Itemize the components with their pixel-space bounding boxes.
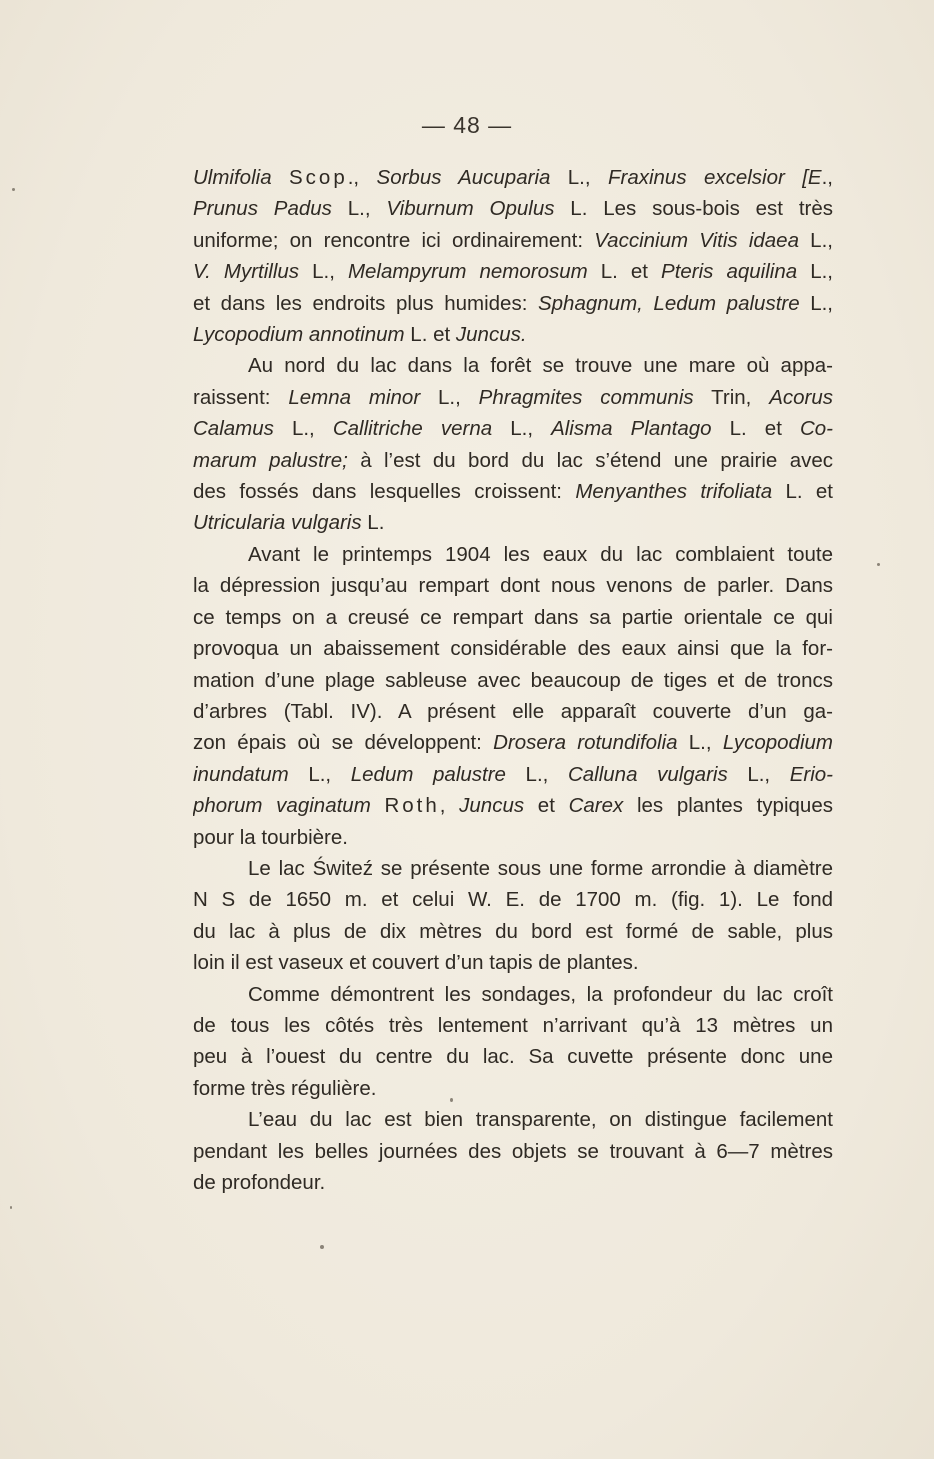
text-line [193, 947, 833, 978]
text-run: L. [361, 511, 385, 535]
text-run: ., [347, 166, 377, 189]
text-run: peu à l’ouest du centre du lac. Sa cuvette présente donc une [193, 1045, 833, 1069]
species-name: Co- [799, 417, 833, 441]
text-line [193, 759, 833, 790]
text-run: des fossés dans lesquelles croissent: [193, 480, 576, 504]
species-name: Juncus. [455, 323, 527, 347]
text-run: ce temps on a creusé ce rempart dans sa partie orientale ce qui [193, 605, 833, 629]
text-run: pour la tourbière. [193, 825, 348, 849]
text-run: les plantes typiques [623, 794, 833, 818]
text-line [193, 382, 833, 413]
text-line [193, 225, 833, 256]
text-line [193, 1136, 833, 1167]
author-name: Roth [384, 794, 440, 818]
text-run: L. et [711, 417, 800, 441]
text-run: L. Les sous-bois est très [554, 197, 833, 221]
species-name: Viburnum Opulus [386, 197, 555, 221]
text-line [193, 193, 833, 224]
text-run: et [524, 794, 569, 818]
species-name: Sorbus Aucuparia [376, 166, 551, 189]
text-line [193, 288, 833, 319]
text-run: L., [273, 417, 333, 441]
text-run: Comme démontrent les sondages, la profondeur du lac croît [248, 982, 833, 1006]
text-line [193, 1010, 833, 1041]
text-run: forme très régulière. [193, 1076, 377, 1100]
species-name: Melampyrum nemorosum [347, 260, 588, 284]
text-run: loin il est vaseux et couvert d’un tapis de plantes. [193, 951, 639, 975]
text-run: L., [550, 166, 608, 189]
species-name: inundatum [193, 762, 289, 786]
text-line [193, 445, 833, 476]
species-name: Fraxinus excelsior [607, 166, 785, 189]
text-run: L., [727, 762, 790, 786]
text-line [193, 979, 833, 1010]
text-line [193, 1104, 833, 1135]
text-run: provoqua un abaissement considérable des eaux ainsi que la for- [193, 637, 833, 661]
text-run: mation d’une plage sableuse avec beaucoup de tiges et de troncs [193, 668, 833, 692]
text-run: L., [798, 228, 833, 252]
text-line [193, 884, 833, 915]
species-name: Utricularia vulgaris [193, 511, 362, 535]
species-name: Pteris aquilina [661, 260, 798, 284]
species-name: [E [802, 166, 822, 189]
species-name: Ledum palustre [350, 762, 506, 786]
text-line [193, 413, 833, 444]
species-name: Lemna minor [288, 385, 421, 409]
text-run: , [439, 794, 460, 818]
species-name: phorum vaginatum [193, 794, 371, 818]
text-line [193, 633, 833, 664]
species-name: Phragmites communis [478, 385, 694, 409]
text-run: uniforme; on rencontre ici ordinairement: [193, 228, 595, 252]
text-line [193, 696, 833, 727]
text-run: Avant le printemps 1904 les eaux du lac comblaient toute [248, 542, 833, 566]
text-run: L., [799, 291, 833, 315]
species-name: Callitriche verna [332, 417, 493, 441]
text-run: zon épais où se développent: [193, 731, 494, 755]
text-line [193, 790, 833, 821]
species-name: Vaccinium Vitis idaea [594, 228, 799, 252]
text-run [371, 794, 385, 817]
text-run: de tous les côtés très lentement n’arrivant qu’à 13 mètres un [193, 1013, 833, 1037]
text-run: L., [331, 197, 387, 221]
text-run: L., [797, 260, 833, 284]
text-line [193, 1167, 833, 1198]
text-run: L., [420, 385, 479, 409]
text-line [193, 476, 833, 507]
text-line [193, 507, 833, 538]
species-name: Lycopodium [722, 731, 833, 755]
text-run: L. et [587, 260, 662, 284]
text-run: L’eau du lac est bien transparente, on distingue facilement [248, 1108, 833, 1132]
species-name: Lycopodium annotinum [193, 323, 405, 347]
text-run: L., [492, 417, 552, 441]
paper-speck [320, 1245, 324, 1249]
author-name: Scop [289, 166, 348, 189]
species-name: Calamus [193, 417, 274, 441]
species-name: Calluna vulgaris [567, 762, 728, 786]
text-line [193, 1073, 833, 1104]
text-run: et dans les endroits plus humides: [193, 291, 538, 315]
paper-speck [12, 188, 15, 191]
text-line [193, 602, 833, 633]
text-run: L. et [404, 323, 456, 347]
text-line [193, 727, 833, 758]
text-line [193, 570, 833, 601]
text-run: la dépression jusqu’au rempart dont nous venons de parler. Dans [193, 574, 833, 598]
text-run: Au nord du lac dans la forêt se trouve une mare où appa- [248, 354, 833, 378]
text-line [193, 822, 833, 853]
text-run: à l’est du bord du lac s’étend une prairie avec [347, 448, 833, 472]
species-name: Erio- [789, 762, 833, 786]
text-run: N S de 1650 m. et celui W. E. de 1700 m. (fig. 1). Le fond [193, 888, 833, 912]
text-run: pendant les belles journées des objets se trouvant à 6—7 mètres [193, 1139, 833, 1163]
text-line [193, 916, 833, 947]
page-number: — 48 — [421, 112, 513, 138]
text-line [193, 853, 833, 884]
species-name: Sphagnum, Ledum palustre [537, 291, 800, 315]
species-name: Drosera rotundifolia [493, 731, 678, 755]
text-run: d’arbres (Tabl. IV). A présent elle apparaît couverte d’un ga- [193, 699, 833, 723]
species-name: Alisma Plantago [551, 417, 712, 441]
text-line [193, 539, 833, 570]
text-run [785, 166, 802, 189]
text-line [193, 1041, 833, 1072]
body-text [193, 162, 833, 1198]
paper-speck [877, 563, 880, 566]
species-name: Menyanthes trifoliata [575, 480, 773, 504]
text-run: ., [821, 166, 833, 189]
text-line [193, 319, 833, 350]
text-line [193, 350, 833, 381]
text-run: L., [299, 260, 348, 284]
text-run: de profondeur. [193, 1171, 326, 1194]
species-name: Acorus [769, 385, 833, 409]
paper-speck [10, 1206, 12, 1209]
text-line [193, 256, 833, 287]
species-name: Carex [568, 794, 624, 818]
species-name: Prunus Padus [193, 197, 332, 221]
text-run: L., [677, 731, 723, 755]
text-run: Le lac Świteź se présente sous une forme arrondie à diamètre [248, 856, 833, 880]
paper-speck [450, 1098, 453, 1102]
text-run: L., [288, 762, 351, 786]
text-run: raissent: [193, 385, 289, 409]
species-name: marum palustre; [193, 448, 348, 472]
species-name: V. Myrtillus [193, 260, 300, 284]
text-run: L., [505, 762, 568, 786]
species-name: Ulmifolia [193, 166, 272, 189]
species-name: Juncus [459, 794, 525, 818]
text-run: du lac à plus de dix mètres du bord est formé de sable, plus [193, 919, 833, 943]
text-run: Trin, [693, 385, 770, 409]
text-line [193, 665, 833, 696]
text-run [272, 166, 289, 189]
text-line [193, 162, 833, 193]
text-run: L. et [772, 480, 833, 504]
